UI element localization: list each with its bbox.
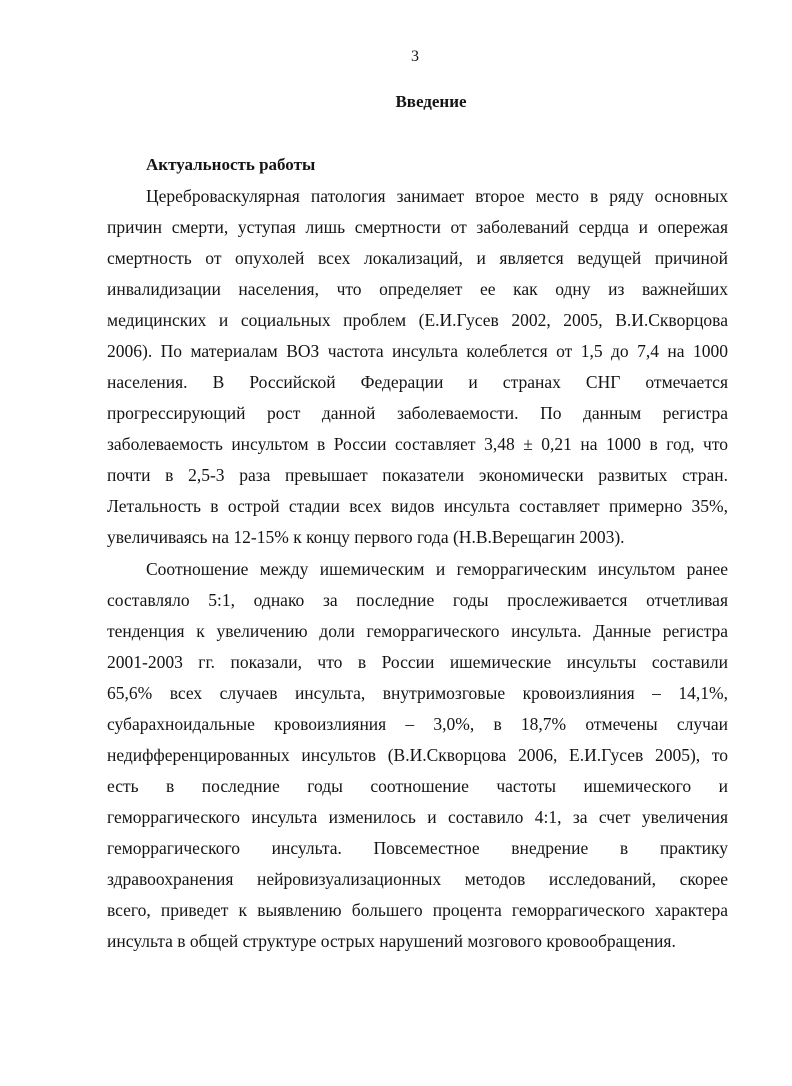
text-line: медицинских и социальных проблем (Е.И.Гусев 2002, 2005, В.И.Скворцова <box>107 310 728 330</box>
text-line: 65,6% всех случаев инсульта, внутримозговые кровоизлияния – 14,1%, <box>107 683 728 703</box>
text-line: тенденция к увеличению доли геморрагического инсульта. Данные регистра <box>107 621 728 641</box>
text-line: почти в 2,5-3 раза превышает показатели экономически развитых стран. <box>107 465 728 485</box>
text-line: субарахноидальные кровоизлияния – 3,0%, в 18,7% отмечены случаи <box>107 714 728 734</box>
text-line: есть в последние годы соотношение частоты ишемического и <box>107 776 728 796</box>
text-line: геморрагического инсульта изменилось и составило 4:1, за счет увеличения <box>107 807 728 827</box>
text-line: заболеваемость инсультом в России составляет 3,48 ± 0,21 на 1000 в год, что <box>107 434 728 454</box>
text-line: увеличиваясь на 12-15% к концу первого года (Н.В.Верещагин 2003). <box>107 527 625 547</box>
text-line: всего, приведет к выявлению большего процента геморрагического характера <box>107 900 728 920</box>
text-line: Летальность в острой стадии всех видов инсульта составляет примерно 35%, <box>107 496 728 516</box>
text-line: здравоохранения нейровизуализационных методов исследований, скорее <box>107 869 728 889</box>
section-heading: Актуальность работы <box>146 155 316 174</box>
text-line: Соотношение между ишемическим и геморрагическим инсультом ранее <box>146 559 728 579</box>
text-line: инвалидизации населения, что определяет ее как одну из важнейших <box>107 279 728 299</box>
text-line: прогрессирующий рост данной заболеваемости. По данным регистра <box>107 403 728 423</box>
paragraph-1 <box>107 181 728 553</box>
page-number: 3 <box>411 48 419 65</box>
text-line: инсульта в общей структуре острых нарушений мозгового кровообращения. <box>107 931 676 951</box>
text-line: населения. В Российской Федерации и странах СНГ отмечается <box>107 372 728 392</box>
text-line: недифференцированных инсультов (В.И.Скворцова 2006, Е.И.Гусев 2005), то <box>107 745 728 765</box>
paragraph-2 <box>107 554 728 957</box>
text-line: смертность от опухолей всех локализаций, и является ведущей причиной <box>107 248 728 268</box>
text-line: составляло 5:1, однако за последние годы прослеживается отчетливая <box>107 590 728 610</box>
text-line: Цереброваскулярная патология занимает второе место в ряду основных <box>146 186 728 206</box>
text-line: 2001-2003 гг. показали, что в России ишемические инсульты составили <box>107 652 728 672</box>
page-title: Введение <box>395 92 467 111</box>
text-line: причин смерти, уступая лишь смертности от заболеваний сердца и опережая <box>107 217 728 237</box>
text-line: 2006). По материалам ВОЗ частота инсульта колеблется от 1,5 до 7,4 на 1000 <box>107 341 728 361</box>
text-line: геморрагического инсульта. Повсеместное внедрение в практику <box>107 838 728 858</box>
